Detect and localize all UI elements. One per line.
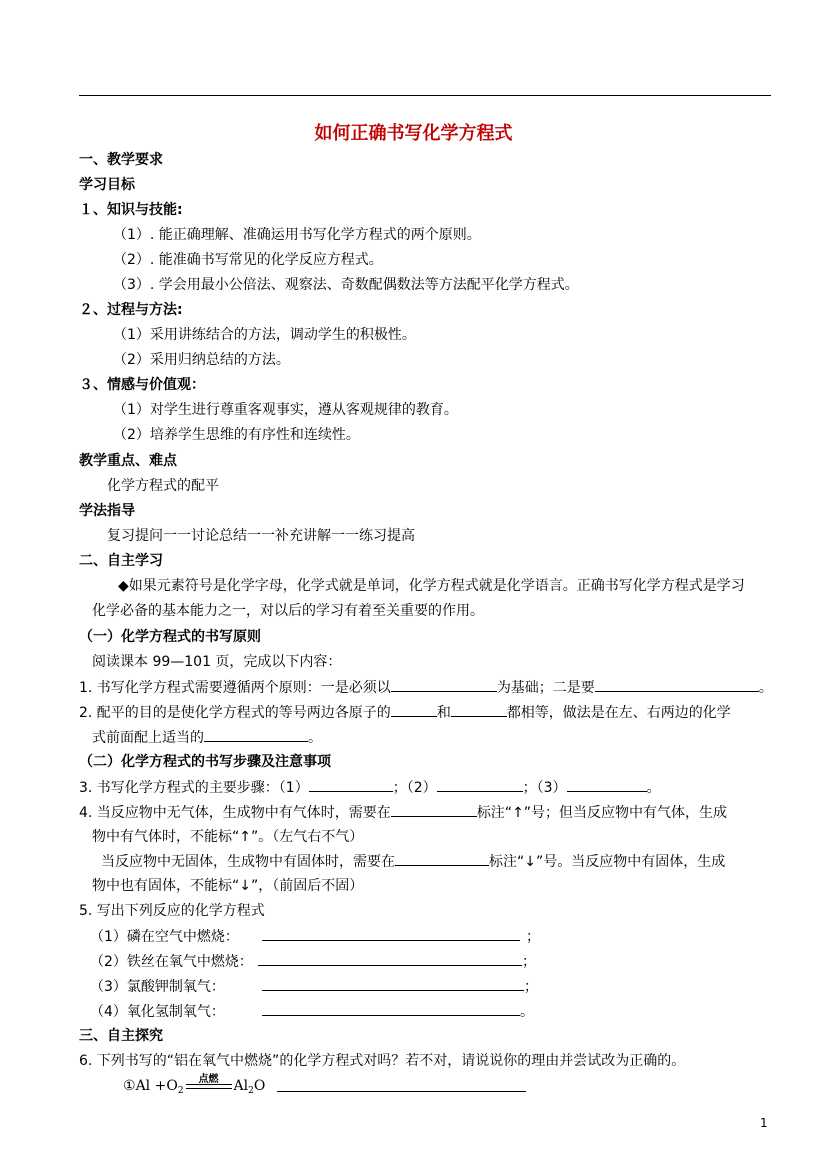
question-4-line-4: 物中也有固体，不能标“↓”，（前固后不固）	[92, 878, 364, 894]
q5-item-4-label: （4）氧化氢制氧气：	[90, 1004, 225, 1020]
q3-blank-1[interactable]	[309, 777, 393, 792]
q2-blank-2[interactable]	[451, 702, 507, 717]
q3-blank-2[interactable]	[437, 777, 523, 792]
q5-item-4-end: 。	[520, 1004, 534, 1020]
question-1	[79, 677, 773, 698]
q2-blank-1[interactable]	[391, 702, 437, 717]
emotion-heading: ３、情感与价值观：	[79, 377, 205, 393]
q5-item-4-blank[interactable]	[262, 1001, 520, 1016]
q5-item-1-label: （1）磷在空气中燃烧：	[90, 929, 239, 945]
q5-item-1-blank[interactable]	[262, 926, 520, 941]
subsection-1-heading: （一）化学方程式的书写原则	[79, 629, 261, 645]
question-2	[79, 702, 731, 723]
double-line-equals	[186, 1084, 232, 1089]
question-3-part-d: 。	[646, 780, 661, 796]
question-4-line-1	[79, 802, 727, 823]
question-2-line-2	[92, 727, 322, 748]
question-5-item-4	[90, 1001, 534, 1022]
page-title: 如何正确书写化学方程式	[314, 123, 513, 144]
equation-1	[123, 1076, 265, 1101]
process-item-2: （2）采用归纳总结的方法。	[113, 352, 290, 368]
question-4-line-3	[101, 851, 725, 872]
header-rule	[79, 95, 771, 96]
knowledge-item-3: （3）. 学会用最小公倍法、观察法、奇数配偶数法等方法配平化学方程式。	[113, 277, 579, 293]
reading-instruction: 阅读课本 99—101 页，完成以下内容：	[92, 654, 342, 670]
emotion-item-1: （1）对学生进行尊重客观事实，遵从客观规律的教育。	[113, 402, 458, 418]
equation-left: Al +O	[135, 1078, 178, 1094]
section-1-heading: 一、教学要求	[79, 152, 163, 168]
emotion-item-2: （2）培养学生思维的有序性和连续性。	[113, 427, 360, 443]
question-4-part-e: 标注“↓”号。当反应物中有固体，生成	[489, 854, 726, 870]
q5-item-3-end: ；	[524, 979, 538, 995]
learning-goals-heading: 学习目标	[79, 177, 135, 193]
intro-line-1: ◆如果元素符号是化学字母，化学式就是单词，化学方程式就是化学语言。正确书写化学方程式是学习	[118, 578, 745, 594]
q5-item-3-label: （3）氯酸钾制氧气：	[90, 979, 225, 995]
process-heading: ２、过程与方法:	[79, 302, 183, 318]
question-5-item-3	[90, 976, 538, 997]
question-5-item-2	[90, 951, 536, 972]
page-number: 1	[760, 1116, 768, 1130]
q1-blank-1[interactable]	[391, 677, 497, 692]
question-2-part-a: 2. 配平的目的是使化学方程式的等号两边各原子的	[79, 705, 391, 721]
question-2-part-d: 式前面配上适当的	[92, 730, 204, 746]
question-2-part-e: 。	[308, 730, 322, 746]
method-text: 复习提问一一讨论总结一一补充讲解一一练习提高	[107, 528, 415, 544]
question-4-line-2: 物中有气体时，不能标“↑”。（左气右不气）	[92, 829, 364, 845]
question-4-part-d: 当反应物中无固体，生成物中有固体时，需要在	[101, 854, 395, 870]
question-1-part-c: 。	[758, 680, 773, 696]
equation-right-tail: O	[253, 1078, 266, 1094]
q5-item-2-blank[interactable]	[258, 951, 522, 966]
q2-blank-3[interactable]	[204, 727, 308, 742]
method-heading: 学法指导	[79, 503, 135, 519]
knowledge-item-1: （1）. 能正确理解、准确运用书写化学方程式的两个原则。	[113, 227, 481, 243]
q5-item-3-blank[interactable]	[262, 976, 524, 991]
key-points-text: 化学方程式的配平	[107, 478, 219, 494]
knowledge-heading: １、知识与技能:	[79, 202, 183, 218]
question-5-heading: 5. 写出下列反应的化学方程式	[79, 903, 265, 919]
question-5-item-1	[90, 926, 540, 947]
q5-item-2-label: （2）铁丝在氧气中燃烧：	[90, 954, 253, 970]
question-3-part-c: ；（3）	[522, 780, 567, 796]
equation-right-subscript: 2	[248, 1086, 254, 1096]
section-3-heading: 三、自主探究	[79, 1028, 163, 1044]
subsection-2-heading: （二）化学方程式的书写步骤及注意事项	[79, 754, 331, 770]
intro-line-2: 化学必备的基本能力之一，对以后的学习有着至关重要的作用。	[92, 603, 484, 619]
question-6: 6. 下列书写的“铝在氧气中燃烧”的化学方程式对吗？若不对，请说说你的理由并尝试改为正确的。	[79, 1053, 686, 1069]
question-2-part-b: 和	[436, 705, 451, 721]
reaction-arrow	[184, 1076, 234, 1096]
knowledge-item-2: （2）. 能准确书写常见的化学反应方程式。	[113, 252, 383, 268]
equation-right: Al	[233, 1078, 249, 1094]
q4-blank-1[interactable]	[391, 802, 477, 817]
question-4-part-a: 4. 当反应物中无气体，生成物中有气体时，需要在	[79, 805, 391, 821]
question-3-part-b: ；（2）	[392, 780, 437, 796]
q4-blank-2[interactable]	[395, 851, 489, 866]
question-2-part-c: 都相等，做法是在左、右两边的化学	[506, 705, 731, 721]
q1-blank-2[interactable]	[595, 677, 759, 692]
question-3-part-a: 3. 书写化学方程式的主要步骤：（1）	[79, 780, 309, 796]
question-3	[79, 777, 661, 798]
section-2-heading: 二、自主学习	[79, 553, 163, 569]
equation-left-subscript: 2	[177, 1086, 184, 1096]
equation-answer-blank[interactable]	[277, 1077, 526, 1092]
process-item-1: （1）采用讲练结合的方法，调动学生的积极性。	[113, 327, 416, 343]
question-1-part-a: 1. 书写化学方程式需要遵循两个原则：一是必须以	[79, 680, 391, 696]
q3-blank-3[interactable]	[567, 777, 647, 792]
question-1-part-b: 为基础；二是要	[496, 680, 595, 696]
key-points-heading: 教学重点、难点	[79, 453, 177, 469]
q5-item-2-end: ；	[522, 954, 536, 970]
equation-number: ①	[123, 1078, 136, 1094]
reaction-condition: 点燃	[198, 1074, 219, 1085]
q5-item-1-end: ；	[526, 929, 540, 945]
question-4-part-b: 标注“↑”号；但当反应物中有气体，生成	[476, 805, 728, 821]
